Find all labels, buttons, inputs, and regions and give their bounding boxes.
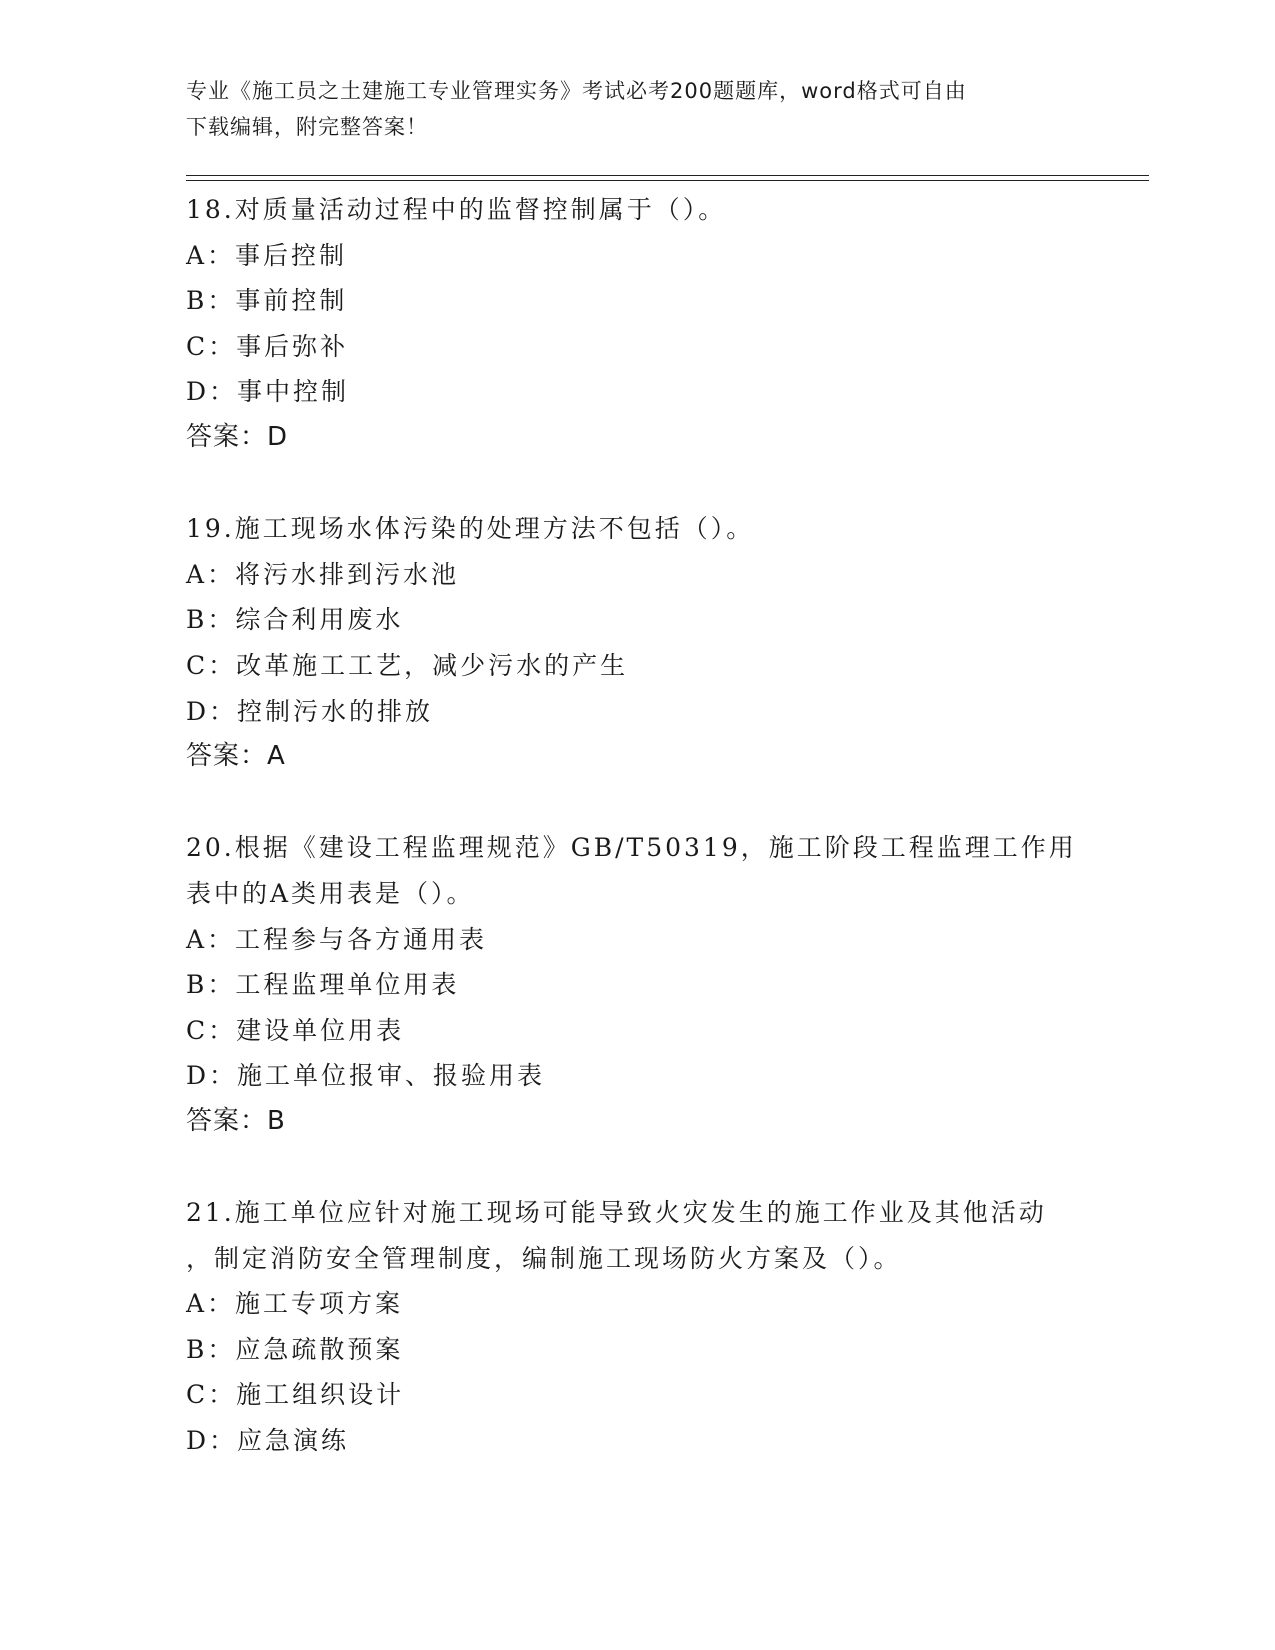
question-stem-line-1: 21.施工单位应针对施工现场可能导致火灾发生的施工作业及其他活动 xyxy=(186,1198,1047,1228)
option-b: B：应急疏散预案 xyxy=(186,1334,404,1364)
answer-line: 答案：D xyxy=(186,421,289,452)
question-spacer xyxy=(186,1144,1146,1190)
option-c: C：事后弥补 xyxy=(186,331,349,361)
option-b: B：综合利用废水 xyxy=(186,605,404,635)
question-19 xyxy=(186,506,1146,825)
option-d: D：施工单位报审、报验用表 xyxy=(186,1061,546,1091)
option-a: A：事后控制 xyxy=(186,240,348,270)
question-stem-line-2: 表中的A类用表是（）。 xyxy=(186,878,475,908)
question-stem-line-1: 20.根据《建设工程监理规范》GB/T50319，施工阶段工程监理工作用 xyxy=(186,833,1077,863)
question-spacer xyxy=(186,780,1146,826)
document-header xyxy=(186,73,1066,145)
option-d: D：事中控制 xyxy=(186,377,350,407)
question-stem: 19.施工现场水体污染的处理方法不包括（）。 xyxy=(186,514,755,544)
option-a: A：工程参与各方通用表 xyxy=(186,924,488,954)
question-20 xyxy=(186,825,1146,1190)
answer-line: 答案：B xyxy=(186,1105,286,1136)
header-divider-bottom xyxy=(186,180,1149,181)
option-c: C：施工组织设计 xyxy=(186,1380,405,1410)
option-b: B：事前控制 xyxy=(186,286,348,316)
question-18 xyxy=(186,187,1146,506)
option-a: A：施工专项方案 xyxy=(186,1289,404,1319)
question-spacer xyxy=(186,461,1146,507)
option-d: D：控制污水的排放 xyxy=(186,696,434,726)
header-line-1: 专业《施工员之土建施工专业管理实务》考试必考200题题库，word格式可自由 xyxy=(186,79,967,103)
header-divider-top xyxy=(186,175,1149,176)
question-stem: 18.对质量活动过程中的监督控制属于（）。 xyxy=(186,195,727,224)
question-stem-line-2: ，制定消防安全管理制度，编制施工现场防火方案及（）。 xyxy=(186,1243,902,1273)
option-c: C：建设单位用表 xyxy=(186,1015,405,1045)
header-line-2: 下载编辑，附完整答案！ xyxy=(186,115,428,139)
option-a: A：将污水排到污水池 xyxy=(186,559,460,589)
question-21 xyxy=(186,1190,1146,1464)
option-c: C：改革施工工艺，减少污水的产生 xyxy=(186,650,629,680)
answer-line: 答案：A xyxy=(186,741,286,772)
option-b: B：工程监理单位用表 xyxy=(186,970,460,1000)
option-d: D：应急演练 xyxy=(186,1426,350,1456)
question-list xyxy=(186,187,1146,1464)
